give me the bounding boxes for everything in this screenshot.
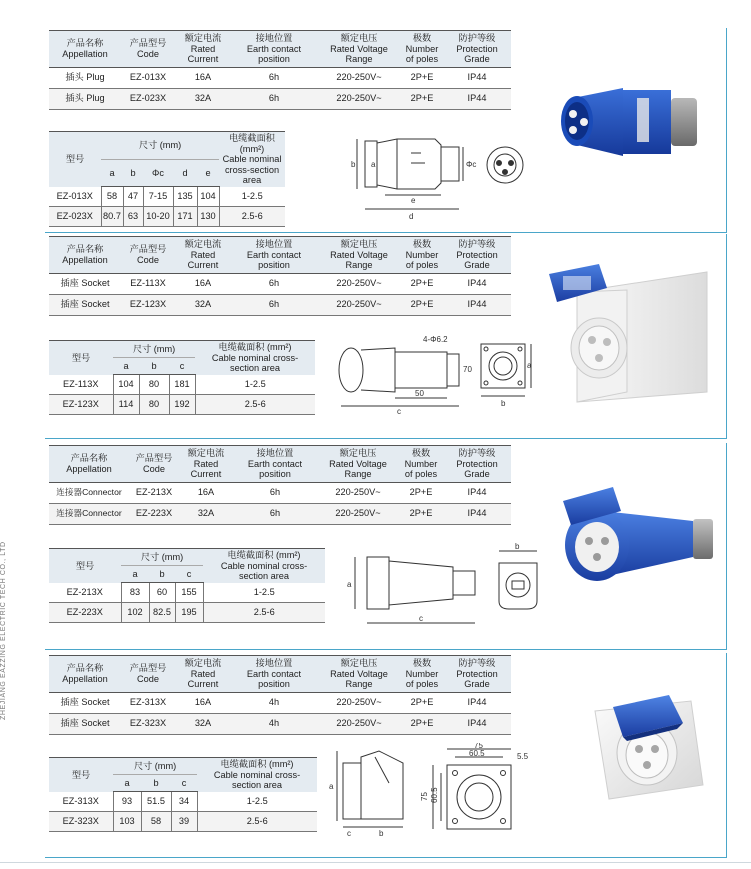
table-cell: 220-250V~ (317, 692, 401, 713)
section-wall-socket (45, 234, 727, 439)
table-cell: 102 (121, 603, 149, 623)
table-cell: 83 (121, 583, 149, 603)
table-cell: 2P+E (399, 482, 443, 503)
svg-text:75: 75 (474, 743, 483, 750)
column-header: c (171, 775, 197, 792)
svg-text:75: 75 (420, 792, 429, 801)
column-header: 电缆截面积 (mm²) Cable nominal cross- section area (195, 341, 315, 375)
svg-text:a: a (329, 782, 334, 791)
column-header: 尺寸 (mm) (113, 341, 195, 358)
label-phic: Φc (466, 160, 477, 169)
column-header: 极数 Number of poles (401, 237, 443, 274)
column-header: e (197, 159, 219, 187)
table-cell: 104 (197, 187, 219, 207)
hdr-earth: 接地位置 Earth contact position (231, 31, 317, 68)
column-header: 接地位置 Earth contact position (231, 656, 317, 693)
column-header: 额定电压 Rated Voltage Range (317, 656, 401, 693)
table-cell: 80 (139, 375, 169, 395)
column-header: a (121, 566, 149, 583)
column-header: d (173, 159, 197, 187)
column-header: 额定电流 Rated Current (175, 656, 231, 693)
table-cell: 32A (179, 503, 233, 524)
column-header: 产品型号 Code (121, 656, 175, 693)
column-header: 电缆截面积 (mm²) Cable nominal cross- section area (197, 758, 317, 792)
table-cell: 195 (175, 603, 203, 623)
column-header: b (141, 775, 171, 792)
column-header: b (139, 358, 169, 375)
table-cell: 2P+E (401, 692, 443, 713)
label-e: e (411, 196, 416, 205)
table-cell: IP44 (443, 67, 511, 88)
hdr-model: 型号 (49, 132, 101, 187)
table-row (49, 503, 511, 524)
table-row (49, 375, 315, 395)
table-cell: 171 (173, 207, 197, 227)
svg-text:a: a (347, 580, 352, 589)
table-cell: IP44 (443, 503, 511, 524)
table-row (49, 583, 325, 603)
table-cell: EZ-323X (49, 812, 113, 832)
table-cell: 32A (175, 713, 231, 734)
dimension-table (49, 131, 285, 227)
column-header: 极数 Number of poles (399, 446, 443, 483)
svg-text:a: a (527, 361, 532, 370)
column-header: 电缆截面积 (mm²) Cable nominal cross- section area (203, 549, 325, 583)
connector-photo (543, 481, 723, 591)
column-header: 额定电流 Rated Current (175, 237, 231, 274)
table-cell: EZ-013X (49, 187, 101, 207)
column-header: 极数 Number of poles (401, 656, 443, 693)
table-cell: 16A (175, 273, 231, 294)
svg-text:60.5: 60.5 (469, 749, 485, 758)
table-cell: IP44 (443, 294, 511, 315)
column-header: 产品名称 Appellation (49, 237, 121, 274)
table-cell: 7-15 (143, 187, 173, 207)
label-d: d (409, 212, 414, 221)
table-row (49, 395, 315, 415)
column-header: 产品名称 Appellation (49, 656, 121, 693)
column-header: 额定电压 Rated Voltage Range (317, 446, 399, 483)
table-cell: EZ-323X (121, 713, 175, 734)
hdr-size: 尺寸 (mm) (101, 132, 219, 160)
table-cell: 插座 Socket (49, 692, 121, 713)
panel-socket-technical-drawing (329, 743, 569, 839)
table-cell: 103 (113, 812, 141, 832)
table-cell: 1-2.5 (195, 375, 315, 395)
plug-photo (553, 64, 713, 174)
table-cell: 220-250V~ (317, 503, 399, 524)
table-cell: 2P+E (401, 273, 443, 294)
table-cell: 114 (113, 395, 139, 415)
table-row (49, 603, 325, 623)
svg-text:4-Φ6.2: 4-Φ6.2 (423, 335, 448, 344)
table-cell: 插头 Plug (49, 88, 121, 109)
table-cell: IP44 (443, 88, 511, 109)
table-cell: 16A (175, 692, 231, 713)
svg-text:b: b (501, 399, 506, 408)
table-cell: EZ-013X (121, 67, 175, 88)
table-cell: 插座 Socket (49, 273, 121, 294)
table-cell: IP44 (443, 692, 511, 713)
plug-technical-drawing (345, 133, 535, 233)
svg-text:b: b (515, 543, 520, 551)
table-cell: 135 (173, 187, 197, 207)
table-cell: 34 (171, 792, 197, 812)
table-cell: 181 (169, 375, 195, 395)
table-cell: 2.5-6 (219, 207, 285, 227)
dimension-table (49, 340, 315, 415)
table-row (49, 88, 511, 109)
table-cell: 6h (233, 482, 317, 503)
table-row (49, 187, 285, 207)
wall-socket-photo (537, 262, 717, 412)
column-header: a (113, 358, 139, 375)
table-row (49, 692, 511, 713)
table-cell: EZ-023X (49, 207, 101, 227)
table-cell: 10-20 (143, 207, 173, 227)
table-row (49, 713, 511, 734)
table-cell: EZ-113X (121, 273, 175, 294)
column-header: 防护等级 Protection Grade (443, 237, 511, 274)
table-cell: 192 (169, 395, 195, 415)
table-row (49, 812, 317, 832)
column-header: 产品型号 Code (129, 446, 179, 483)
table-cell: 63 (123, 207, 143, 227)
table-cell: 39 (171, 812, 197, 832)
table-cell: 2.5-6 (195, 395, 315, 415)
table-cell: 155 (175, 583, 203, 603)
table-cell: 插头 Plug (49, 67, 121, 88)
table-cell: 4h (231, 713, 317, 734)
column-header: Φc (143, 159, 173, 187)
svg-text:b: b (379, 829, 384, 838)
table-cell: 16A (175, 67, 231, 88)
svg-text:c: c (419, 614, 423, 623)
table-cell: 58 (101, 187, 123, 207)
table-cell: 4h (231, 692, 317, 713)
section-panel-socket (45, 653, 727, 858)
table-cell: 47 (123, 187, 143, 207)
table-cell: 2P+E (401, 88, 443, 109)
table-cell: 220-250V~ (317, 294, 401, 315)
hdr-appellation: 产品名称 Appellation (49, 31, 121, 68)
column-header: 接地位置 Earth contact position (233, 446, 317, 483)
hdr-current: 额定电流 Rated Current (175, 31, 231, 68)
svg-text:60.5: 60.5 (430, 787, 439, 803)
table-cell: 80 (139, 395, 169, 415)
table-cell: EZ-313X (121, 692, 175, 713)
hdr-code: 产品型号 Code (121, 31, 175, 68)
table-cell: EZ-213X (129, 482, 179, 503)
table-row (49, 273, 511, 294)
hdr-cable: 电缆截面积 (mm²) Cable nominal cross-section area (219, 132, 285, 187)
table-cell: EZ-213X (49, 583, 121, 603)
table-cell: 6h (233, 503, 317, 524)
column-header: 额定电压 Rated Voltage Range (317, 237, 401, 274)
table-cell: EZ-313X (49, 792, 113, 812)
table-cell: 32A (175, 294, 231, 315)
label-b: b (351, 160, 356, 169)
spec-table (49, 236, 511, 316)
table-cell: 2P+E (401, 67, 443, 88)
svg-text:5.5: 5.5 (517, 752, 529, 761)
table-cell: 58 (141, 812, 171, 832)
svg-text:c: c (347, 829, 351, 838)
spec-table (49, 445, 511, 525)
table-cell: 1-2.5 (203, 583, 325, 603)
table-cell: 60 (149, 583, 175, 603)
table-cell: 连接器Connector (49, 503, 129, 524)
column-header: 产品型号 Code (121, 237, 175, 274)
table-cell: EZ-223X (129, 503, 179, 524)
column-header: 型号 (49, 758, 113, 792)
table-cell: 连接器Connector (49, 482, 129, 503)
table-cell: 1-2.5 (197, 792, 317, 812)
table-row (49, 482, 511, 503)
section-connector (45, 443, 727, 650)
table-cell: 130 (197, 207, 219, 227)
table-cell: 2.5-6 (203, 603, 325, 623)
table-row (49, 294, 511, 315)
column-header: 额定电流 Rated Current (179, 446, 233, 483)
table-cell: 2P+E (401, 294, 443, 315)
column-header: c (169, 358, 195, 375)
table-row (49, 792, 317, 812)
column-header: 尺寸 (mm) (113, 758, 197, 775)
table-cell: 93 (113, 792, 141, 812)
table-cell: EZ-113X (49, 375, 113, 395)
panel-socket-photo (565, 687, 715, 817)
column-header: a (113, 775, 141, 792)
hdr-poles: 极数 Number of poles (401, 31, 443, 68)
table-cell: 220-250V~ (317, 713, 401, 734)
table-cell: EZ-223X (49, 603, 121, 623)
column-header: 产品名称 Appellation (49, 446, 129, 483)
table-cell: IP44 (443, 482, 511, 503)
column-header: b (149, 566, 175, 583)
column-header: 防护等级 Protection Grade (443, 656, 511, 693)
table-cell: 220-250V~ (317, 482, 399, 503)
table-cell: 104 (113, 375, 139, 395)
spec-table (49, 30, 511, 110)
column-header: 型号 (49, 341, 113, 375)
table-cell: 82.5 (149, 603, 175, 623)
table-cell: 2P+E (399, 503, 443, 524)
table-cell: EZ-123X (49, 395, 113, 415)
table-cell: 80.7 (101, 207, 123, 227)
socket-technical-drawing (335, 332, 535, 420)
page-bottom-rule (0, 862, 751, 863)
table-cell: 插座 Socket (49, 294, 121, 315)
section-plug (45, 28, 727, 233)
table-row (49, 207, 285, 227)
table-cell: 51.5 (141, 792, 171, 812)
hdr-voltage: 额定电压 Rated Voltage Range (317, 31, 401, 68)
column-header: 防护等级 Protection Grade (443, 446, 511, 483)
connector-technical-drawing (341, 543, 541, 631)
company-vertical-text: ZHEJIANG EAZZING ELECTRIC TECH CO., LTD (0, 541, 7, 720)
spec-table (49, 655, 511, 735)
table-row (49, 67, 511, 88)
table-cell: 32A (175, 88, 231, 109)
table-cell: 6h (231, 273, 317, 294)
column-header: 尺寸 (mm) (121, 549, 203, 566)
svg-text:50: 50 (415, 389, 424, 398)
table-cell: 2.5-6 (197, 812, 317, 832)
label-a: a (371, 160, 376, 169)
table-cell: 1-2.5 (219, 187, 285, 207)
dimension-table (49, 757, 317, 832)
table-cell: IP44 (443, 713, 511, 734)
table-cell: 16A (179, 482, 233, 503)
column-header: a (101, 159, 123, 187)
table-cell: EZ-123X (121, 294, 175, 315)
table-cell: IP44 (443, 273, 511, 294)
table-cell: EZ-023X (121, 88, 175, 109)
svg-text:70: 70 (463, 365, 472, 374)
column-header: 接地位置 Earth contact position (231, 237, 317, 274)
table-cell: 220-250V~ (317, 88, 401, 109)
table-cell: 6h (231, 88, 317, 109)
column-header: 型号 (49, 549, 121, 583)
hdr-protection: 防护等级 Protection Grade (443, 31, 511, 68)
svg-text:c: c (397, 407, 401, 416)
table-cell: 2P+E (401, 713, 443, 734)
table-cell: 220-250V~ (317, 273, 401, 294)
table-cell: 插座 Socket (49, 713, 121, 734)
dimension-table (49, 548, 325, 623)
table-cell: 6h (231, 67, 317, 88)
column-header: c (175, 566, 203, 583)
column-header: b (123, 159, 143, 187)
table-cell: 6h (231, 294, 317, 315)
table-cell: 220-250V~ (317, 67, 401, 88)
